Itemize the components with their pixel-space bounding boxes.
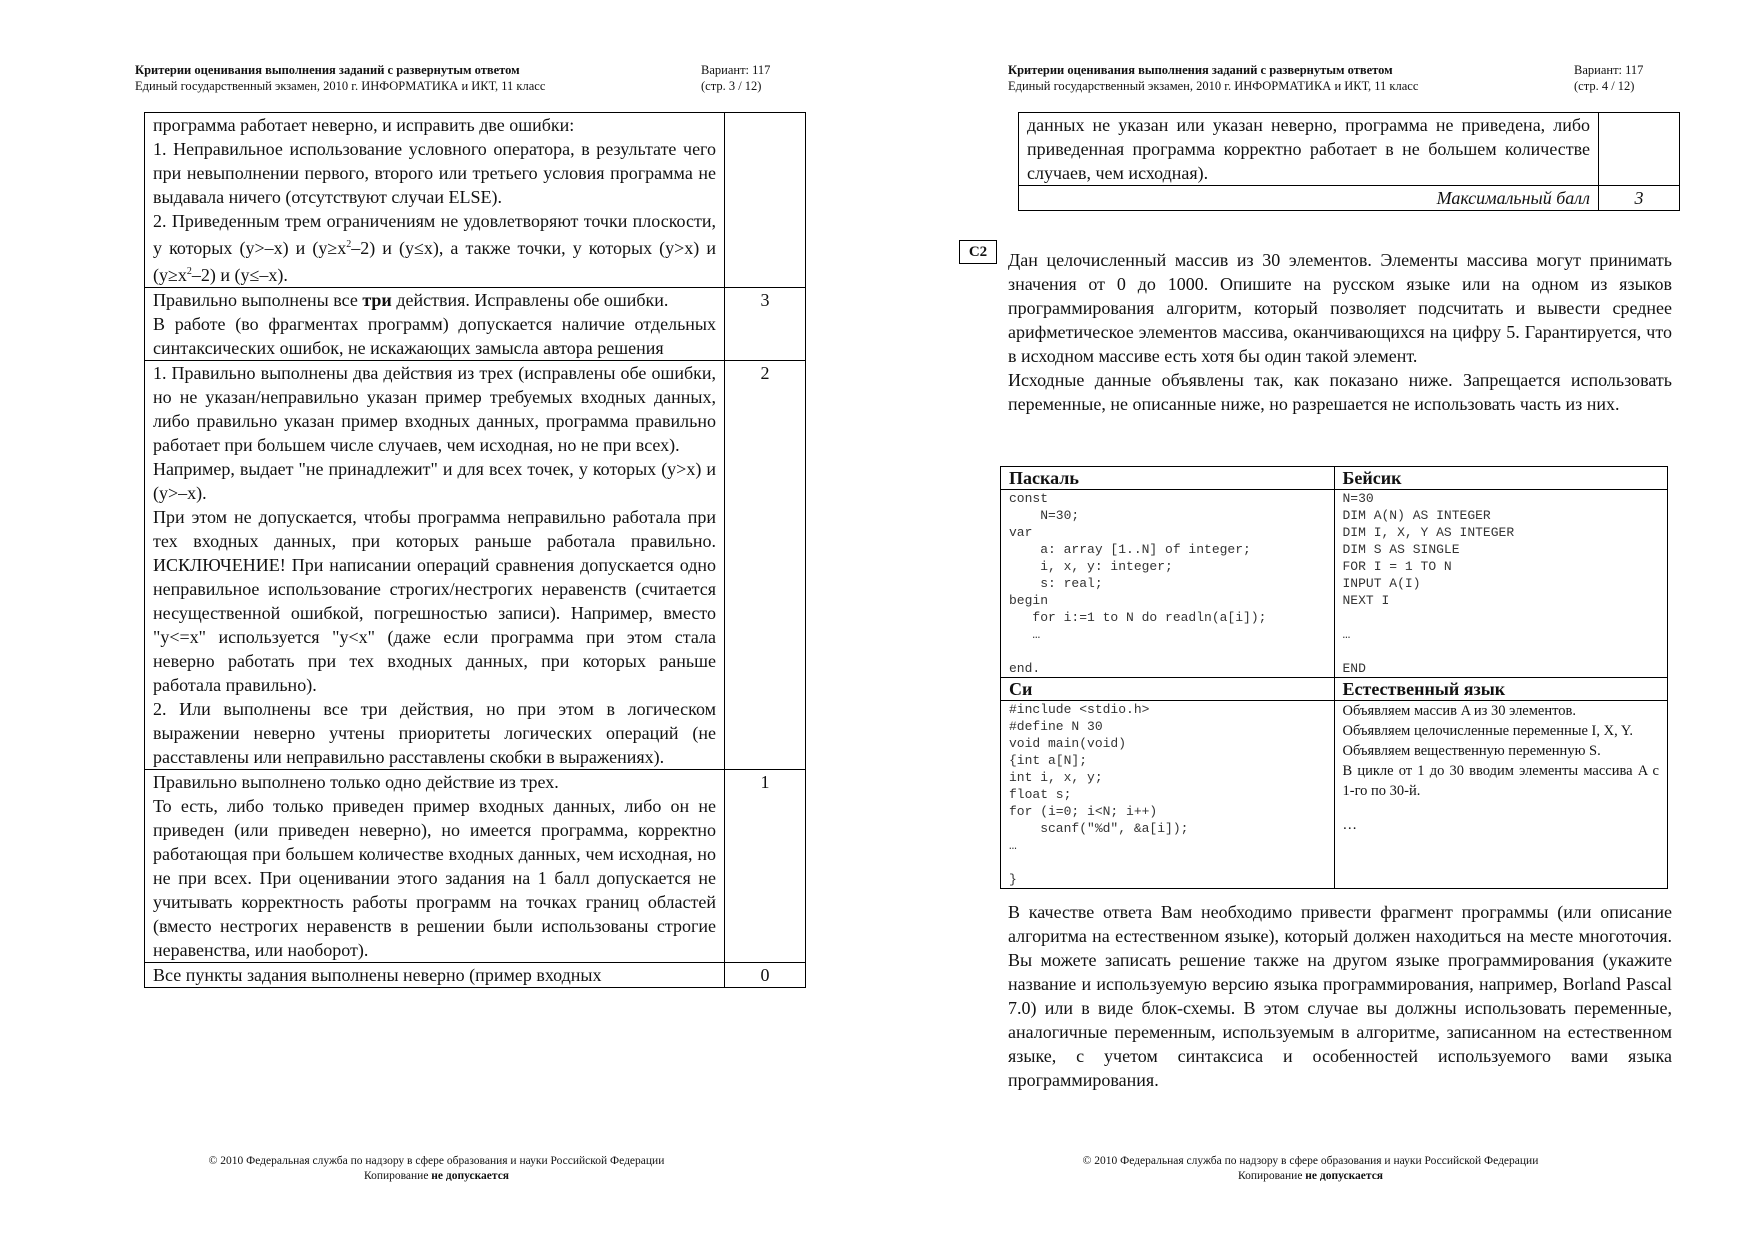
score-cell	[725, 113, 806, 288]
criteria-row	[1019, 113, 1680, 186]
paragraph: 1. Правильно выполнены два действия из трех (исправлены обе ошибки, но не указан/неправильно указан пример требуемых входных данных, либо правильно указан пример входных данных, программа правильно работает при большем числе случаев, чем исходная, но не при всех).	[153, 363, 716, 455]
text: Копирование	[1237, 1170, 1306, 1182]
paragraph: Исходные данные объявлены так, как показано ниже. Запрещается использовать переменные, не описанные ниже, но разрешается не использовать часть из них.	[1008, 370, 1672, 414]
criteria-text	[145, 963, 725, 988]
answer-instructions	[1008, 900, 1672, 1092]
paragraph: Правильно выполнено только одно действие из трех.	[153, 772, 559, 792]
score-cell: 2	[725, 361, 806, 770]
pascal-code: const N=30; var a: array [1..N] of integer; i, x, y: integer; s: real; begin for i:=1 to N do readln(a[i]); … end.	[1009, 491, 1267, 676]
criteria-row	[145, 770, 806, 963]
criteria-row	[145, 113, 806, 288]
right-page	[874, 0, 1747, 1239]
page-number: (стр. 4 / 12)	[1574, 79, 1635, 93]
max-score-label: Максимальный балл	[1019, 186, 1599, 211]
code-table-header	[1001, 467, 1668, 490]
score-cell: 3	[725, 288, 806, 361]
paragraph: В работе (во фрагментах программ) допускается наличие отдельных синтаксических ошибок, не искажающих замысла автора решения	[153, 314, 716, 358]
natural-line: В цикле от 1 до 30 вводим элементы массива A с 1-го по 30-й.	[1342, 763, 1659, 799]
natural-line: Объявляем массив A из 30 элементов.	[1342, 703, 1576, 719]
score-cell: 0	[725, 963, 806, 988]
left-page	[0, 0, 873, 1239]
code-table	[1000, 466, 1668, 889]
pascal-cell	[1001, 490, 1335, 678]
natural-title: Естественный язык	[1334, 678, 1668, 701]
page-header	[135, 62, 795, 94]
variant-label: Вариант: 117	[701, 63, 771, 77]
criteria-table-continued	[1018, 112, 1680, 211]
text-bold: не допускается	[1305, 1170, 1384, 1182]
score-cell: 1	[725, 770, 806, 963]
copyright-text: © 2010 Федеральная служба по надзору в сфере образования и науки Российской Федерации	[208, 1155, 665, 1167]
c-code: #include <stdio.h> #define N 30 void main(void) {int a[N]; int i, x, y; float s; for (i=0; i<N; i++) scanf("%d", &a[i]); … }	[1009, 702, 1189, 887]
criteria-table	[144, 112, 806, 988]
text: Правильно выполнены все	[153, 290, 363, 310]
max-score-row	[1019, 186, 1680, 211]
page-footer	[874, 1154, 1747, 1184]
basic-title: Бейсик	[1334, 467, 1668, 490]
text-bold: не допускается	[431, 1170, 510, 1182]
criteria-row	[145, 361, 806, 770]
criteria-text	[145, 113, 725, 288]
criteria-row	[145, 963, 806, 988]
variant-label: Вариант: 117	[1574, 63, 1644, 77]
header-title: Критерии оценивания выполнения заданий с развернутым ответом	[1008, 63, 1393, 77]
pascal-title: Паскаль	[1001, 467, 1335, 490]
paragraph: 2. Приведенным трем ограничениям не удовлетворяют точки плоскости, у которых (y>–x) и $(y\ge x^2-2)$ и (y≤x), а также точки, у которых (y>x) и $(y\ge x^2-2)$ и (y≤–x).	[153, 211, 716, 285]
task-statement	[1008, 248, 1672, 416]
page-number: (стр. 3 / 12)	[701, 79, 762, 93]
criteria-text	[145, 770, 725, 963]
paragraph: Например, выдает "не принадлежит" и для всех точек, у которых (y>x) и (y>–x).	[153, 459, 716, 503]
task-id-badge: C2	[959, 240, 997, 264]
code-table-row	[1001, 490, 1668, 678]
text: Копирование	[363, 1170, 432, 1182]
page-footer	[0, 1154, 873, 1184]
basic-cell	[1334, 490, 1668, 678]
page-header	[1008, 62, 1668, 94]
text-bold: три	[362, 290, 392, 310]
paragraph: В качестве ответа Вам необходимо привести фрагмент программы (или описание алгоритма на естественном языке), который должен находиться на месте многоточия. Вы можете записать решение также на другом языке программирования (укажите название и используемую версию языка программирования, например, Borland Pascal 7.0) или в виде блок-схемы. В этом случае вы должны использовать переменные, аналогичные переменным, используемым в алгоритме, записанном на естественном языке, с учетом синтаксиса и особенностей используемого вами языка программирования.	[1008, 902, 1672, 1090]
paragraph: 1. Неправильное использование условного оператора, в результате чего при невыполнении первого, второго или третьего условия программа не выдавала ничего (отсутствуют случаи ELSE).	[153, 139, 716, 207]
criteria-text: данных не указан или указан неверно, программа не приведена, либо приведенная программа корректно работает в не большем количестве случаев, чем исходная).	[1019, 113, 1599, 186]
header-subtitle: Единый государственный экзамен, 2010 г. ИНФОРМАТИКА и ИКТ, 11 класс	[1008, 79, 1419, 93]
variant-info	[701, 62, 770, 94]
max-score-value: 3	[1599, 186, 1680, 211]
header-subtitle: Единый государственный экзамен, 2010 г. ИНФОРМАТИКА и ИКТ, 11 класс	[135, 79, 546, 93]
paragraph: 2. Или выполнены все три действия, но при этом в логическом выражении неверно учтены приоритеты логических операций (не расставлены или неправильно расставлены скобки в выражениях).	[153, 699, 716, 767]
text: действия. Исправлены обе ошибки.	[391, 290, 669, 310]
paragraph	[153, 288, 716, 312]
code-table-row	[1001, 701, 1668, 889]
paragraph: Все пункты задания выполнены неверно (пример входных	[153, 965, 602, 985]
c-title: Си	[1001, 678, 1335, 701]
natural-line: Объявляем целочисленные переменные I, X, Y.	[1342, 723, 1634, 739]
basic-code: N=30 DIM A(N) AS INTEGER DIM I, X, Y AS INTEGER DIM S AS SINGLE FOR I = 1 TO N INPUT A(I) NEXT I … END	[1342, 491, 1515, 676]
natural-cell	[1334, 701, 1668, 889]
criteria-text	[145, 288, 725, 361]
variant-info	[1574, 62, 1643, 94]
paragraph: программа работает неверно, и исправить две ошибки:	[153, 115, 575, 135]
copy-notice	[0, 1169, 873, 1184]
paragraph: Дан целочисленный массив из 30 элементов. Элементы массива могут принимать значения от 0 до 1000. Опишите на русском языке или на одном из языков программирования алгоритм, который позволяет подсчитать и вывести среднее арифметическое элементов массива, оканчивающихся на цифру 5. Гарантируется, что в исходном массиве есть хотя бы один такой элемент.	[1008, 250, 1672, 366]
header-title: Критерии оценивания выполнения заданий с развернутым ответом	[135, 63, 520, 77]
copyright-text: © 2010 Федеральная служба по надзору в сфере образования и науки Российской Федерации	[1082, 1155, 1539, 1167]
copy-notice	[874, 1169, 1747, 1184]
paragraph: То есть, либо только приведен пример входных данных, либо он не приведен (или приведен неверно), но имеется программа, корректно работающая при большем количестве входных данных, чем исходная, но не при всех. При оценивании этого задания на 1 балл допускается не учитывать корректность работы программ на точках границ областей (вместо нестрогих неравенств в решении были использованы строгие неравенства, или наоборот).	[153, 796, 716, 960]
code-table-header	[1001, 678, 1668, 701]
criteria-row	[145, 288, 806, 361]
c-cell	[1001, 701, 1335, 889]
paragraph: При этом не допускается, чтобы программа неправильно работала при тех входных данных, при которых раньше работала правильно. ИСКЛЮЧЕНИЕ! При написании операций сравнения допускается одно неправильное использование строгих/нестрогих неравенств (считается несущественной ошибкой, погрешностью записи). Например, вместо "y<=x" используется "y<x" (даже если программа при этом стала неверно работать при тех входных данных, при которых раньше работала правильно).	[153, 507, 716, 695]
criteria-text	[145, 361, 725, 770]
score-cell	[1599, 113, 1680, 186]
natural-line: …	[1342, 817, 1357, 833]
natural-line: Объявляем вещественную переменную S.	[1342, 743, 1601, 759]
